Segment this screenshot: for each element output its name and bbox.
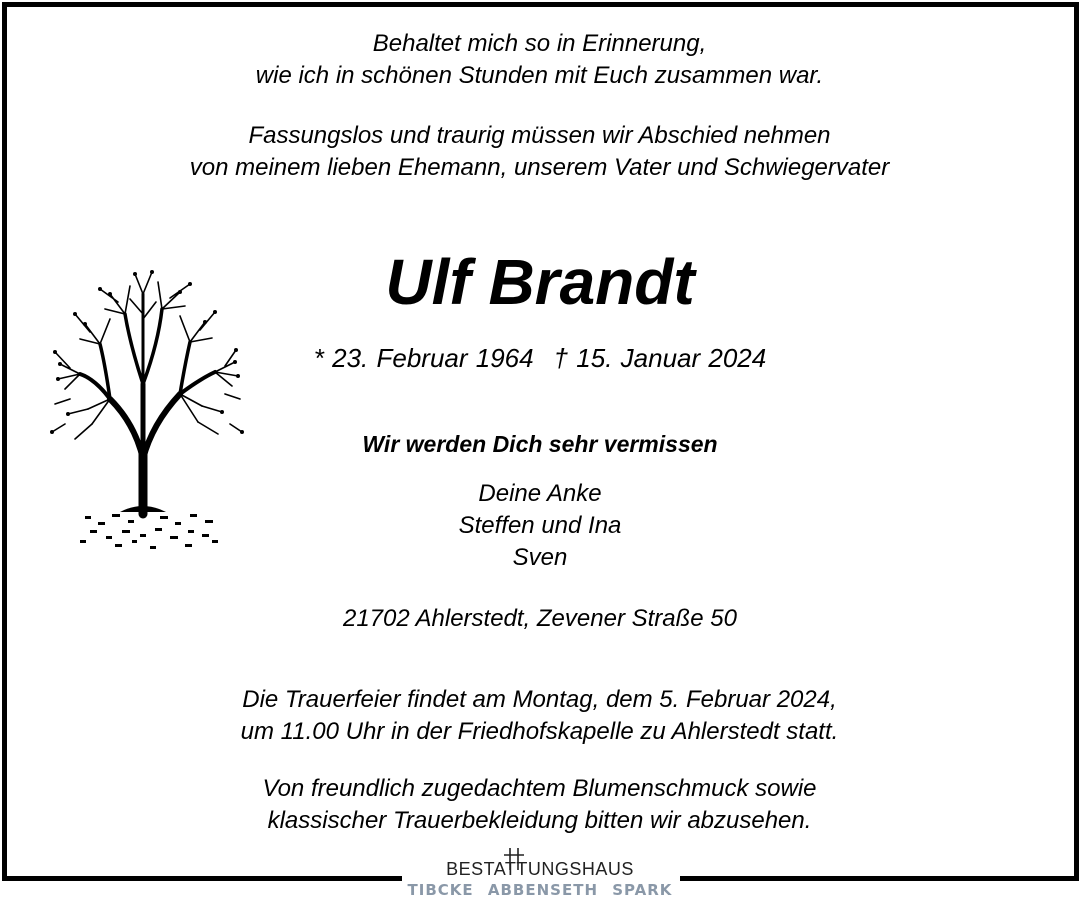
death-date: † 15. Januar 2024 xyxy=(553,343,767,373)
funeral-home-locations: TIBCKE ABBENSETH SPARK xyxy=(407,881,673,899)
mourner-name: Deine Anke xyxy=(478,480,602,507)
tree-icon xyxy=(40,264,250,554)
funeral-home-title: BESTATTUNGSHAUS xyxy=(446,859,634,879)
service-line-2: um 11.00 Uhr in der Friedhofskapelle zu Ahlerstedt statt. xyxy=(240,718,839,745)
service-line-1: Die Trauerfeier findet am Montag, dem 5. Februar 2024, xyxy=(242,686,837,713)
quote-line-1: Behaltet mich so in Erinnerung, xyxy=(372,30,707,57)
intro-line-1: Fassungslos und traurig müssen wir Abschied nehmen xyxy=(248,122,831,149)
quote-line-2: wie ich in schönen Stunden mit Euch zusammen war. xyxy=(255,62,824,89)
intro-line-2: von meinem lieben Ehemann, unserem Vater und Schwiegervater xyxy=(189,154,890,181)
flowers-request xyxy=(0,773,1079,837)
address: 21702 Ahlerstedt, Zevener Straße 50 xyxy=(342,605,737,632)
bottom-rule-left xyxy=(2,876,402,881)
mourner-name: Steffen und Ina xyxy=(458,512,622,539)
funeral-home-logo xyxy=(400,848,680,900)
mourners-list xyxy=(260,478,820,574)
farewell-line: Wir werden Dich sehr vermissen xyxy=(362,431,718,457)
deceased-name: Ulf Brandt xyxy=(385,246,695,318)
cross-icon xyxy=(504,848,524,870)
mourner-name: Sven xyxy=(512,544,568,571)
bottom-rule-right xyxy=(680,876,1077,881)
life-dates xyxy=(260,341,820,375)
service-info xyxy=(0,684,1079,748)
birth-date: * 23. Februar 1964 xyxy=(313,343,534,373)
flowers-line-2: klassischer Trauerbekleidung bitten wir abzusehen. xyxy=(267,807,812,834)
flowers-line-1: Von freundlich zugedachtem Blumenschmuck sowie xyxy=(262,775,817,802)
